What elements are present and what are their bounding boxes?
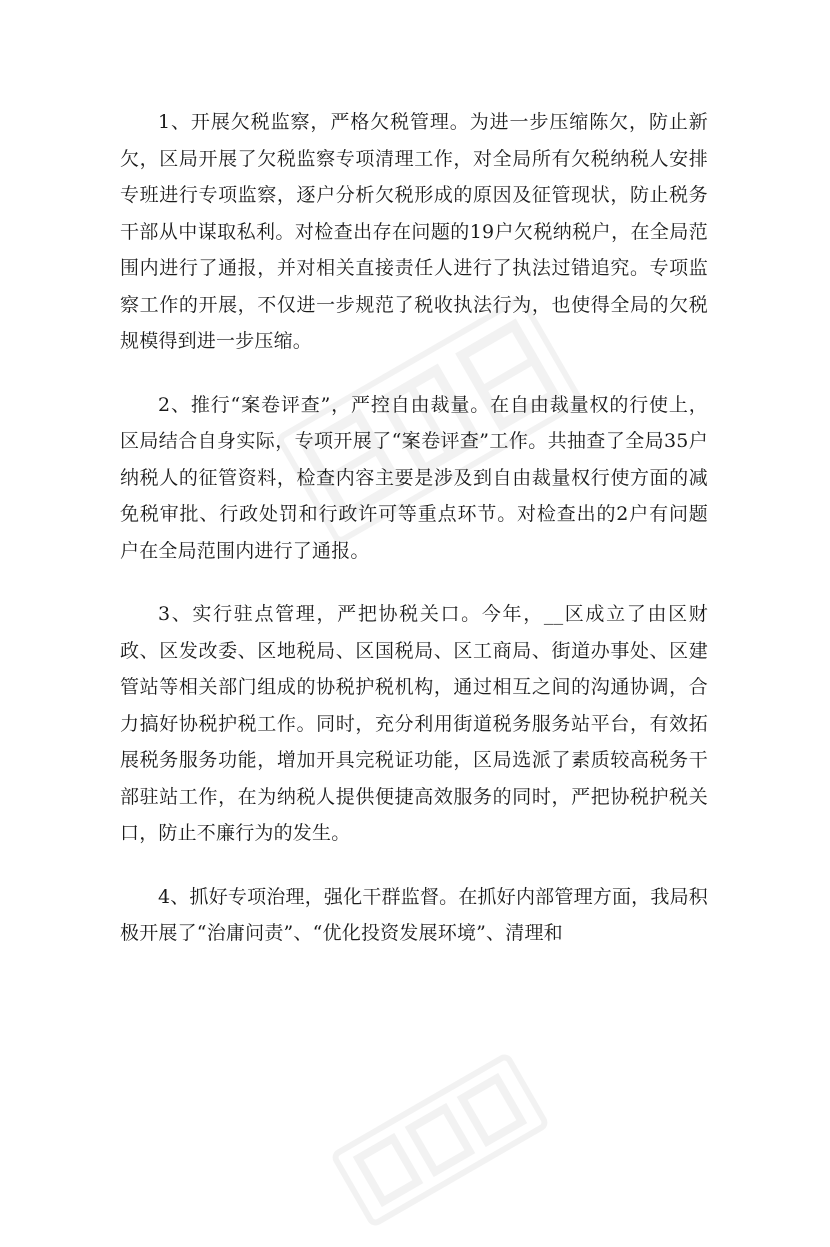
paragraph-3: 3、实行驻点管理，严把协税关口。今年，__区成立了由区财政、区发改委、区地税局、区国税局、区工商局、街道办事处、区建管站等相关部门组成的协税护税机构，通过相互之间的沟通协调，合力搞好协税护税工作。同时，充分利用街道税务服务站平台，有效拓展税务服务功能，增加开具完税证功能，区局选派了素质较高税务干部驻站工作，在为纳税人提供便捷高效服务的同时，严把协税护税关口，防止不廉行为的发生。 xyxy=(120,603,708,844)
paragraph-1: 1、开展欠税监察，严格欠税管理。为进一步压缩陈欠，防止新欠，区局开展了欠税监察专项清理工作，对全局所有欠税纳税人安排专班进行专项监察，逐户分析欠税形成的原因及征管现状，防止税务干部从中谋取私利。对检查出存在问题的19户欠税纳税户，在全局范围内进行了通报，并对相关直接责任人进行了执法过错追究。专项监察工作的开展，不仅进一步规范了税收执法行为，也使得全局的欠税规模得到进一步压缩。 xyxy=(120,111,708,352)
watermark-seal-icon-bottom xyxy=(315,1033,566,1247)
paragraph-2: 2、推行“案卷评查”，严控自由裁量。在自由裁量权的行使上，区局结合自身实际，专项开展了“案卷评查”工作。共抽查了全局35户纳税人的征管资料，检查内容主要是涉及到自由裁量权行使方面的减免税审批、行政处罚和行政许可等重点环节。对检查出的2户有问题户在全局范围内进行了通报。 xyxy=(120,393,708,562)
document-body xyxy=(120,104,708,979)
paragraph-4: 4、抓好专项治理，强化干群监督。在抓好内部管理方面，我局积极开展了“治庸问责”、“优化投资发展环境”、清理和 xyxy=(120,885,708,944)
